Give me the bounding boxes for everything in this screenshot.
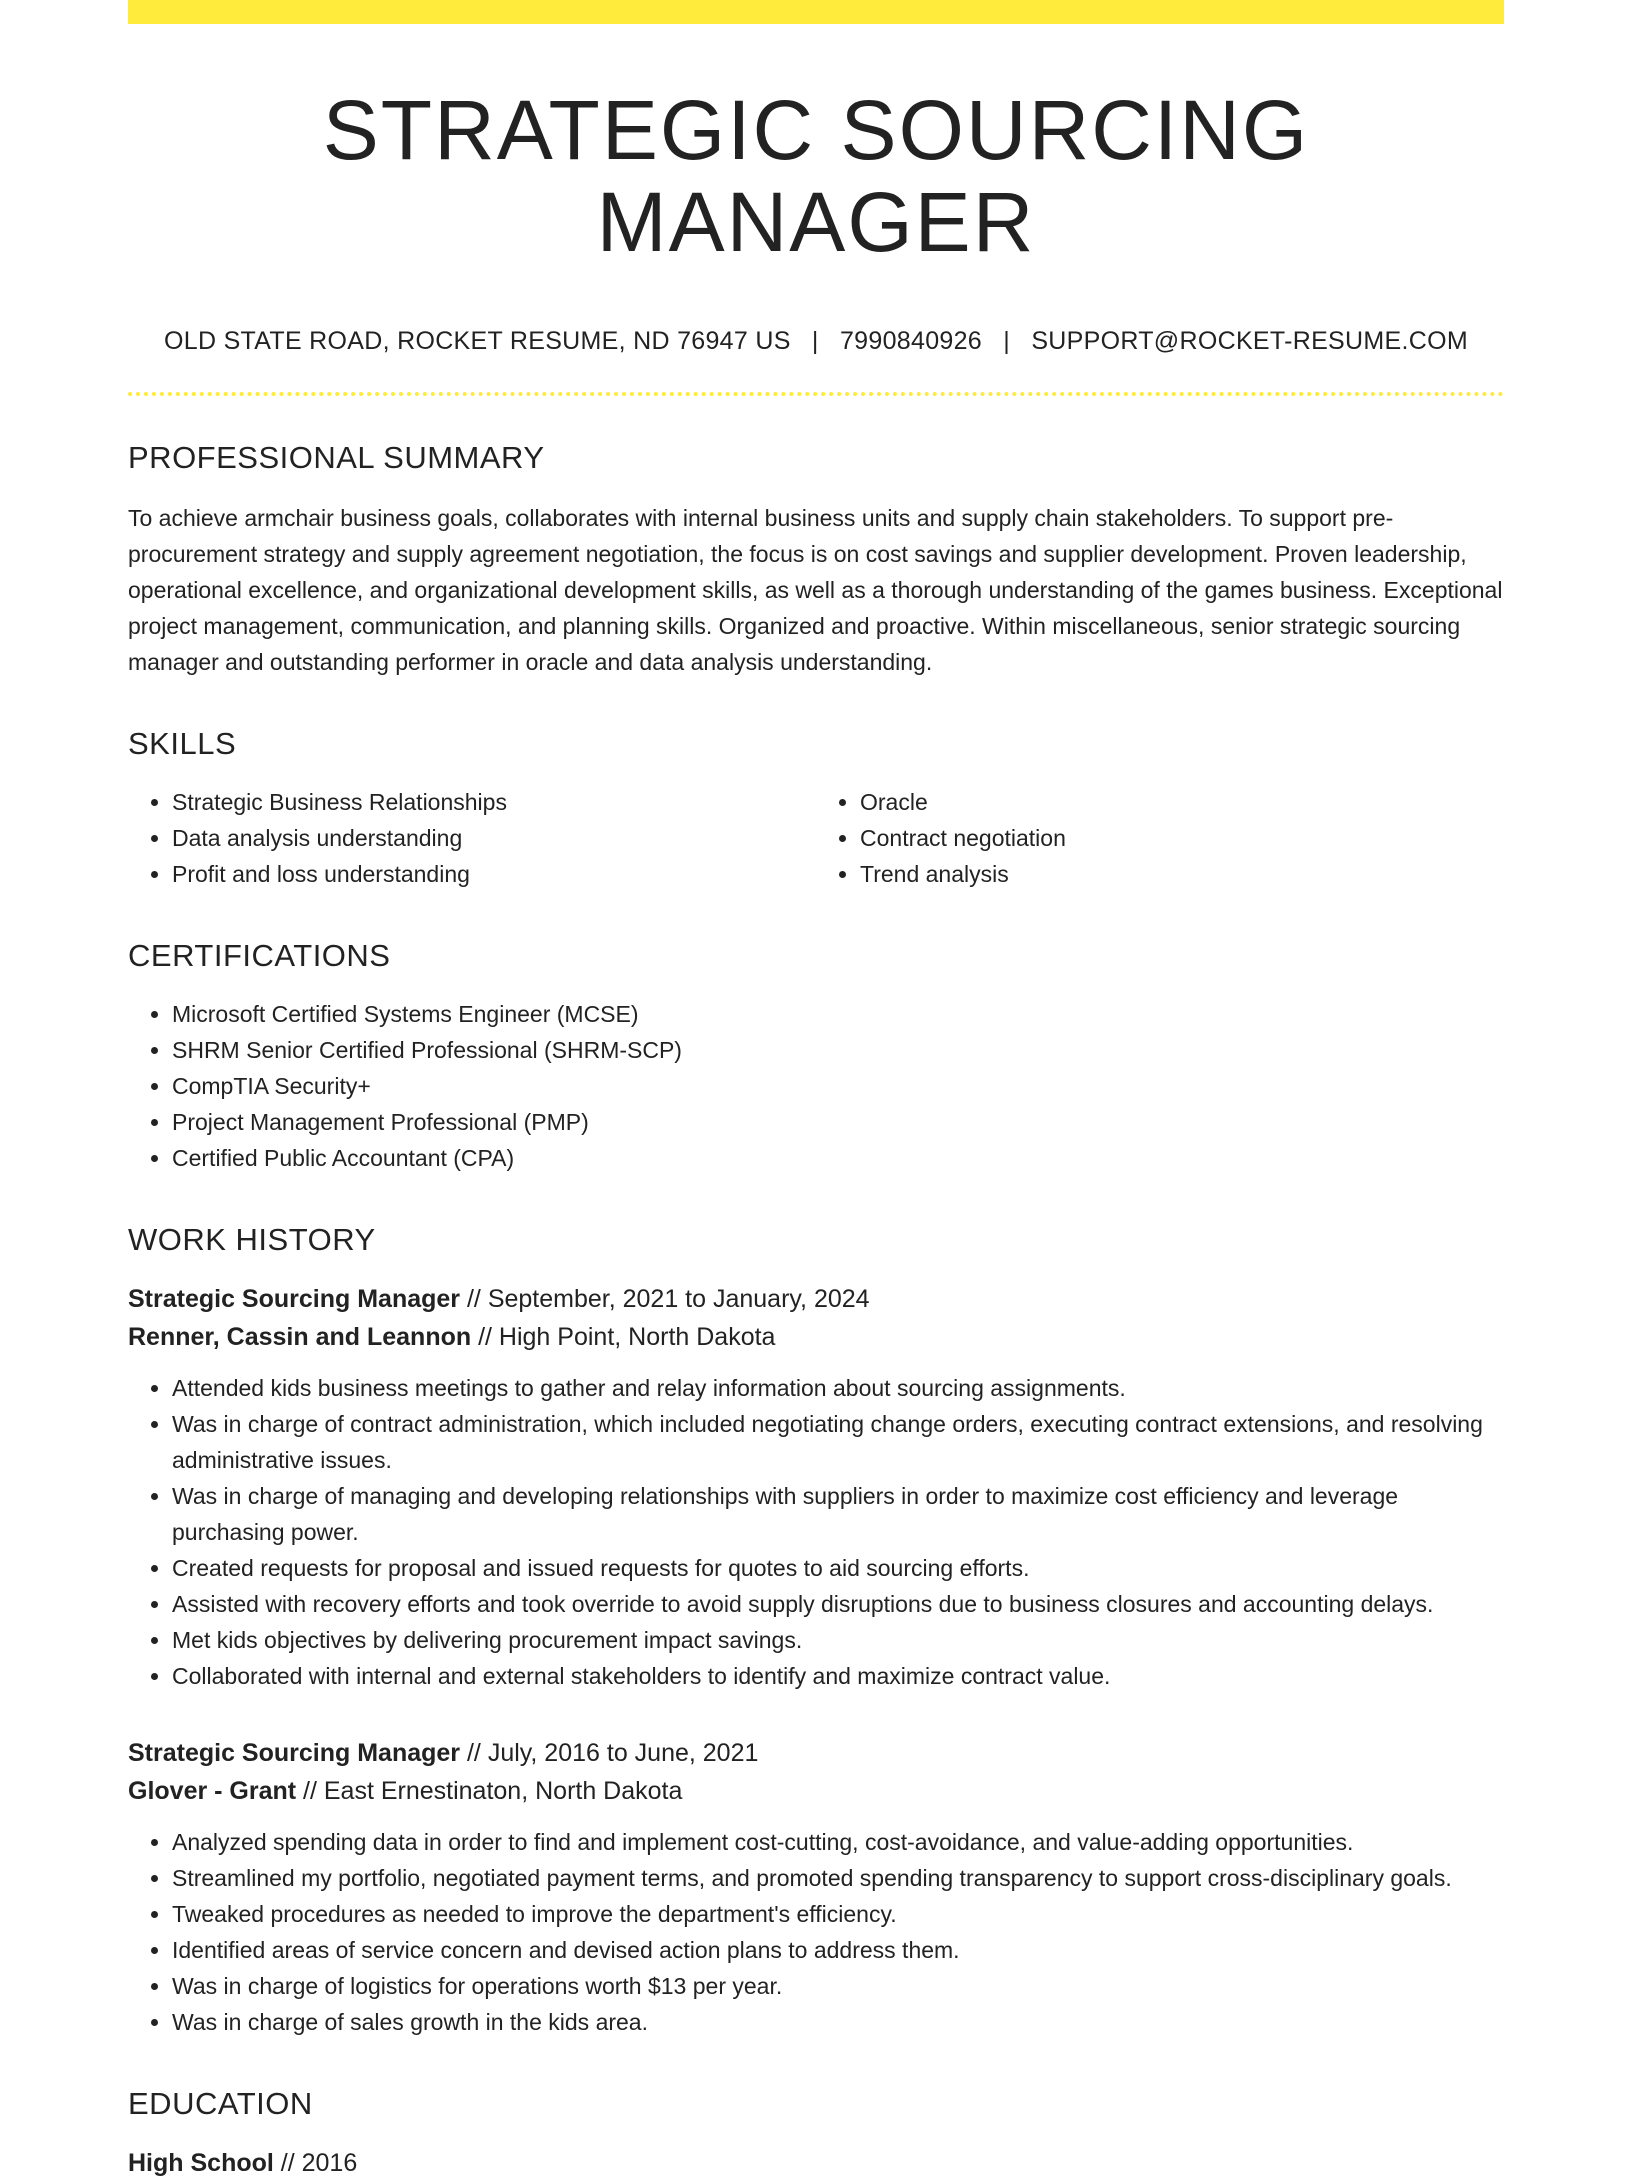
job-bullets <box>128 1370 1504 1694</box>
list-item: • Was in charge of sales growth in the kids area. <box>172 2004 1504 2040</box>
list-item: • Collaborated with internal and external stakeholders to identify and maximize contract value. <box>172 1658 1504 1694</box>
job-company: Renner, Cassin and Leannon <box>128 1322 472 1351</box>
section-heading: PROFESSIONAL SUMMARY <box>128 439 545 475</box>
list-item: • Was in charge of managing and developing relationships with suppliers in order to maximize cost efficiency and leverage purchasing power. <box>172 1478 1504 1550</box>
list-item: • CompTIA Security+ <box>172 1068 1504 1104</box>
skills-left-list <box>128 784 816 892</box>
job-role: Strategic Sourcing Manager <box>128 1738 461 1767</box>
list-item: • Microsoft Certified Systems Engineer (MCSE) <box>172 996 1504 1032</box>
certifications-section <box>128 938 1504 1176</box>
dotted-divider <box>128 392 1504 396</box>
education-entry <box>128 2144 1504 2182</box>
education-year: // 2016 <box>273 2148 358 2177</box>
job-dates: // September, 2021 to January, 2024 <box>460 1284 870 1313</box>
list-item: • Certified Public Accountant (CPA) <box>172 1140 1504 1176</box>
list-item: • Project Management Professional (PMP) <box>172 1104 1504 1140</box>
education-section <box>128 2086 1504 2182</box>
list-item: • Was in charge of logistics for operations worth $13 per year. <box>172 1968 1504 2004</box>
list-item: • Created requests for proposal and issued requests for quotes to aid sourcing efforts. <box>172 1550 1504 1586</box>
job-role-line <box>128 1734 1504 1772</box>
list-item: • Met kids objectives by delivering procurement impact savings. <box>172 1622 1504 1658</box>
education-degree: High School <box>128 2148 274 2177</box>
list-item: • Profit and loss understanding <box>172 856 816 892</box>
job-location: // East Ernestinaton, North Dakota <box>296 1776 683 1805</box>
list-item: • Contract negotiation <box>860 820 1504 856</box>
contact-line <box>128 327 1504 356</box>
list-item: • Strategic Business Relationships <box>172 784 816 820</box>
job-location: // High Point, North Dakota <box>471 1322 776 1351</box>
job-entry <box>128 1734 1504 2040</box>
job-company-line <box>128 1772 1504 1810</box>
separator: | <box>811 326 819 355</box>
top-accent-bar <box>128 0 1504 24</box>
skills-right-list <box>816 784 1504 892</box>
job-dates: // July, 2016 to June, 2021 <box>460 1738 759 1767</box>
section-heading: WORK HISTORY <box>128 1221 376 1257</box>
address: OLD STATE ROAD, ROCKET RESUME, ND 76947 US <box>164 326 791 355</box>
summary-section <box>128 440 1504 680</box>
section-heading: EDUCATION <box>128 2085 313 2121</box>
list-item: • Assisted with recovery efforts and took override to avoid supply disruptions due to business closures and accounting delays. <box>172 1586 1504 1622</box>
job-entry <box>128 1280 1504 1694</box>
list-item: • Identified areas of service concern and devised action plans to address them. <box>172 1932 1504 1968</box>
job-company-line <box>128 1318 1504 1356</box>
list-item: • Streamlined my portfolio, negotiated payment terms, and promoted spending transparency to support cross-disciplinary goals. <box>172 1860 1504 1896</box>
phone: 7990840926 <box>839 326 983 355</box>
list-item: • Tweaked procedures as needed to improve the department's efficiency. <box>172 1896 1504 1932</box>
list-item: • Attended kids business meetings to gather and relay information about sourcing assignments. <box>172 1370 1504 1406</box>
education-line <box>128 2144 1504 2182</box>
resume-page <box>128 0 1504 2182</box>
job-role-line <box>128 1280 1504 1318</box>
resume-title: STRATEGIC SOURCING MANAGER <box>322 83 1310 270</box>
work-history-section <box>128 1222 1504 2040</box>
job-company: Glover - Grant <box>128 1776 297 1805</box>
list-item: • Data analysis understanding <box>172 820 816 856</box>
skills-grid <box>128 784 1504 892</box>
section-heading: SKILLS <box>128 725 237 761</box>
list-item: • Oracle <box>860 784 1504 820</box>
job-bullets <box>128 1824 1504 2040</box>
list-item: • Was in charge of contract administration, which included negotiating change orders, executing contract extensions, and resolving administrative issues. <box>172 1406 1504 1478</box>
certifications-list <box>128 996 1504 1176</box>
job-role: Strategic Sourcing Manager <box>128 1284 461 1313</box>
list-item: • Analyzed spending data in order to find and implement cost-cutting, cost-avoidance, and value-adding opportunities. <box>172 1824 1504 1860</box>
skills-section <box>128 726 1504 892</box>
list-item: • SHRM Senior Certified Professional (SHRM-SCP) <box>172 1032 1504 1068</box>
separator: | <box>1003 326 1011 355</box>
section-heading: CERTIFICATIONS <box>128 937 391 973</box>
email: SUPPORT@ROCKET-RESUME.COM <box>1031 326 1468 355</box>
summary-text: To achieve armchair business goals, collaborates with internal business units and supply chain stakeholders. To support pre-procurement strategy and supply agreement negotiation, the focus is on cost savings and supplier development. Proven leadership, operational excellence, and organizational development skills, as well as a thorough understanding of the games business. Exceptional project management, communication, and planning skills. Organized and proactive. Within miscellaneous, senior strategic sourcing manager and outstanding performer in oracle and data analysis understanding. <box>128 504 1503 675</box>
list-item: • Trend analysis <box>860 856 1504 892</box>
